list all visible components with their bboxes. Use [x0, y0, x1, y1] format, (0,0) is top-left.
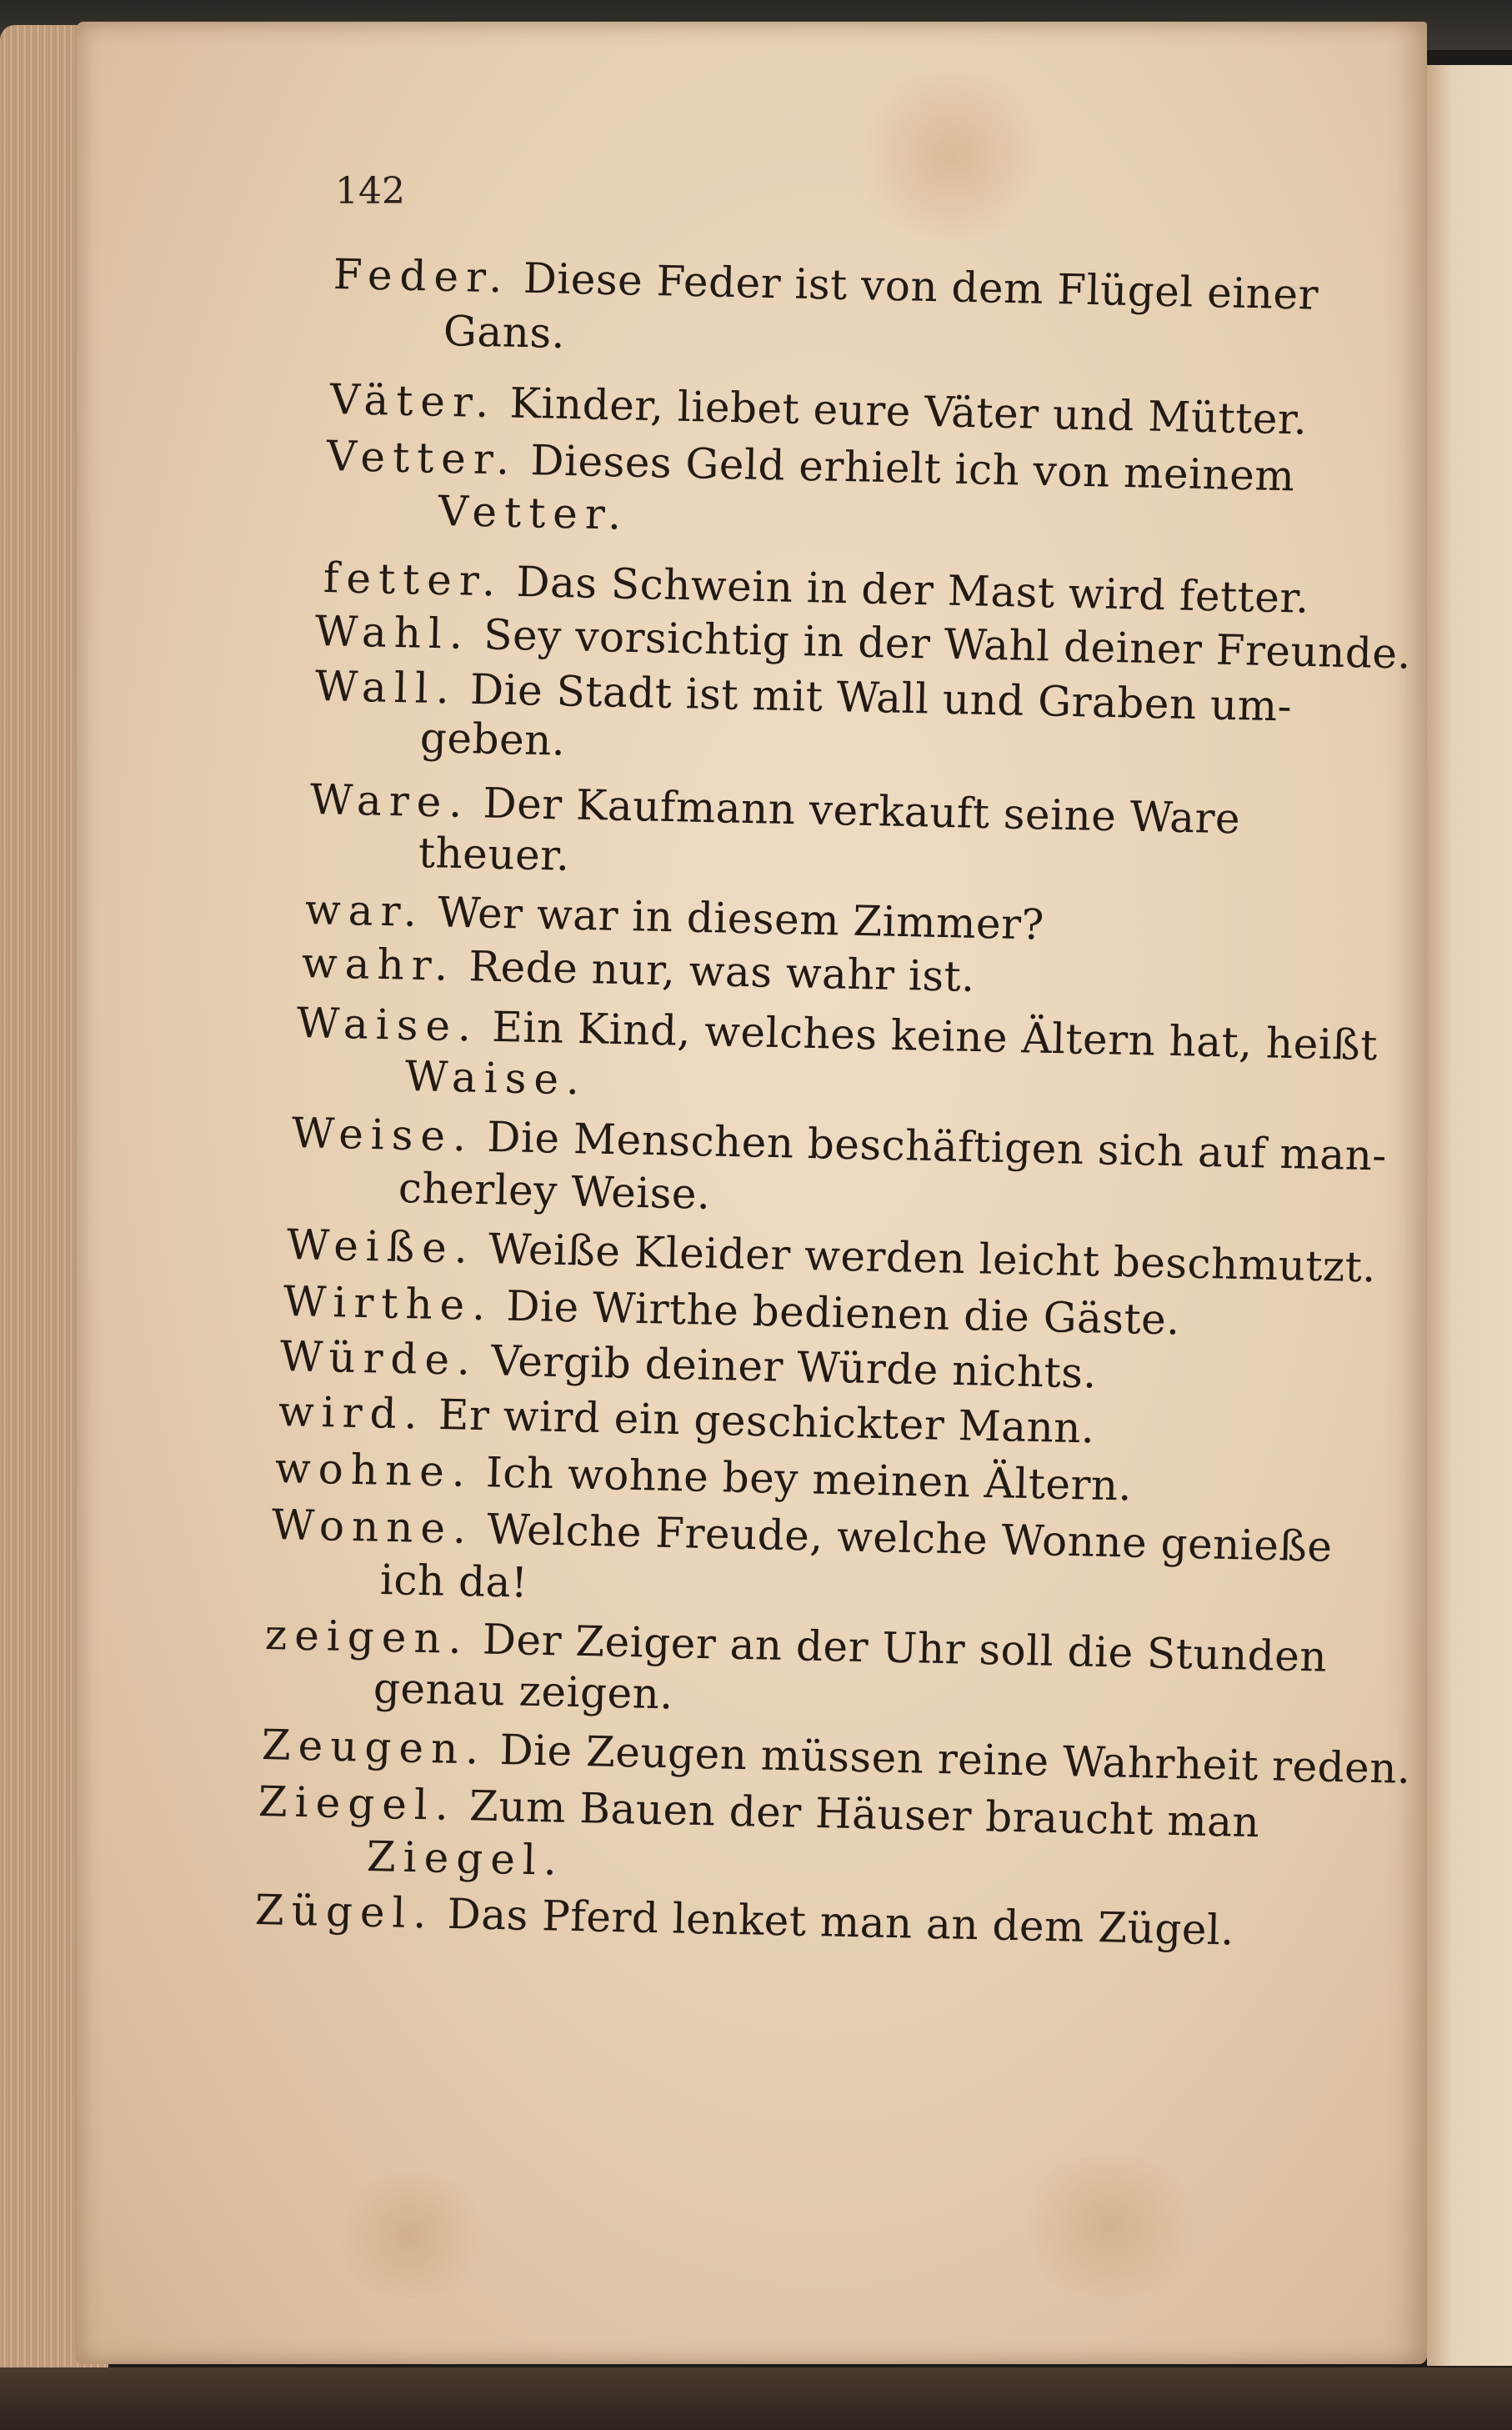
example-sentence: Die Stadt ist mit Wall und Graben um- [456, 664, 1293, 731]
example-sentence: Kinder, liebet eure Väter und Mütter. [495, 378, 1308, 444]
example-sentence: Zum Bauen der Häuser braucht man [455, 1781, 1260, 1847]
entry-line [279, 1332, 1097, 1398]
example-sentence: Ziegel. [366, 1832, 565, 1885]
headword: Weise. [291, 1109, 474, 1161]
example-sentence: Die Zeugen müssen reine Wahrheit reden. [485, 1725, 1411, 1793]
example-sentence: geben. [419, 714, 566, 765]
example-sentence: Diese Feder ist von dem Flügel einer [508, 253, 1319, 319]
example-sentence: Vetter. [438, 487, 629, 539]
example-sentence: cherley Weise. [398, 1164, 711, 1219]
entry-continuation [366, 1832, 564, 1885]
entry-continuation [438, 487, 628, 539]
headword: wohne. [274, 1444, 473, 1496]
headword: Zeugen. [261, 1721, 487, 1774]
example-sentence: Der Kaufmann verkauft seine Ware [468, 779, 1241, 844]
example-sentence: Rede nur, was wahr ist. [454, 941, 976, 1001]
example-sentence: Gans. [443, 307, 566, 358]
entry-line [274, 1444, 1132, 1511]
example-sentence: Dieses Geld erhielt ich von meinem [516, 435, 1295, 501]
headword: wahr. [301, 939, 456, 990]
example-sentence: theuer. [418, 829, 571, 880]
entry-line [278, 1387, 1095, 1453]
headword: Väter. [329, 375, 497, 428]
example-sentence: Er wird ein geschickter Mann. [423, 1390, 1095, 1453]
entry-continuation [419, 714, 565, 765]
headword: Waise. [296, 999, 479, 1051]
headword: Wirthe. [283, 1277, 493, 1330]
headword: Ziegel. [258, 1777, 457, 1830]
example-sentence: Vergib deiner Würde nichts. [477, 1335, 1098, 1398]
entry-continuation [398, 1164, 711, 1219]
example-sentence: Wer war in diesem Zimmer? [423, 887, 1045, 949]
entry-line [329, 375, 1307, 444]
example-sentence: Ich wohne bey meinen Ältern. [472, 1447, 1133, 1511]
example-sentence: Weiße Kleider werden leicht beschmutzt. [474, 1224, 1377, 1292]
entry-continuation [418, 829, 570, 880]
example-sentence: Die Wirthe bedienen die Gäste. [492, 1281, 1181, 1345]
entry-line [283, 1277, 1180, 1345]
headword: zeigen. [264, 1611, 470, 1664]
example-sentence: genau zeigen. [373, 1664, 674, 1719]
example-sentence: ich da! [379, 1556, 529, 1607]
entry-line [301, 939, 975, 1001]
headword: Weiße. [286, 1220, 476, 1273]
page-number: 142 [335, 170, 405, 213]
entry-continuation [373, 1664, 673, 1719]
headword: war. [304, 885, 425, 936]
headword: Wall. [314, 662, 458, 714]
headword: Wonne. [271, 1501, 474, 1554]
headword: Zügel. [254, 1886, 434, 1938]
example-sentence: Ein Kind, welches keine Ältern hat, heißt [478, 1002, 1379, 1070]
entry-continuation [379, 1556, 528, 1607]
headword: Würde. [279, 1332, 478, 1385]
headword: fetter. [323, 554, 503, 606]
entry-continuation [404, 1052, 587, 1105]
entry-line [254, 1886, 1234, 1955]
example-sentence: Waise. [404, 1052, 588, 1105]
example-sentence: Das Schwein in der Mast wird fetter. [502, 557, 1310, 623]
example-sentence: Der Zeiger an der Uhr soll die Stunden [468, 1615, 1328, 1681]
headword: Feder. [333, 250, 511, 303]
headword: Wahl. [314, 607, 471, 659]
example-sentence: Das Pferd lenket man an dem Zügel. [433, 1889, 1235, 1955]
headword: wird. [278, 1387, 426, 1439]
entry-continuation [443, 307, 565, 358]
example-sentence: Welche Freude, welche Wonne genieße [473, 1505, 1334, 1571]
example-sentence: Sey vorsichtig in der Wahl deiner Freunde. [469, 609, 1412, 679]
example-sentence: Die Menschen beschäftigen sich auf man- [473, 1112, 1388, 1180]
headword: Ware. [309, 775, 470, 827]
headword: Vetter. [326, 432, 518, 484]
entry-line [304, 885, 1044, 949]
